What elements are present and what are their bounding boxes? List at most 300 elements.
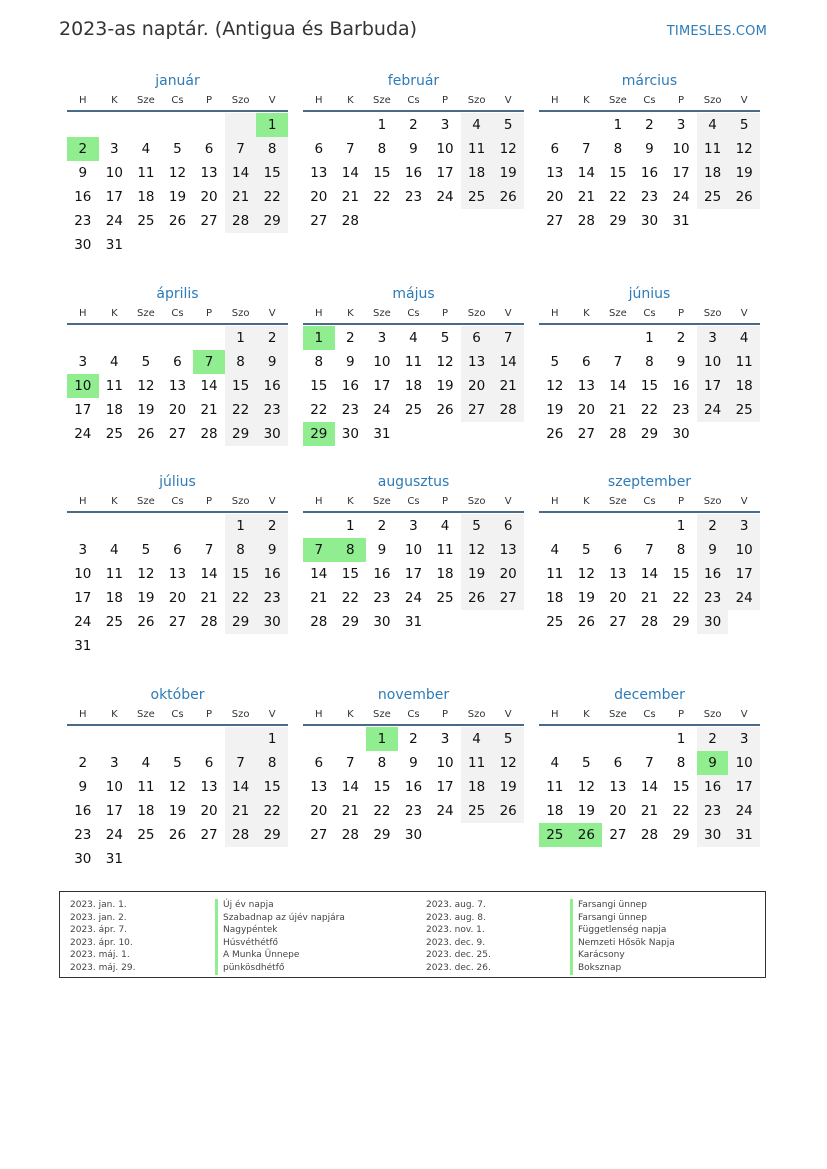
day-cell: 2 [78, 755, 88, 771]
legend-holiday-name: Farsangi ünnep [570, 899, 675, 912]
brand-link[interactable]: TIMESLES.COM [666, 24, 767, 39]
legend-dates-left [70, 899, 135, 975]
day-cell: 10 [672, 141, 690, 157]
holiday-day-cell: 1 [256, 113, 288, 137]
day-cell: 23 [697, 586, 729, 610]
empty-cell [602, 514, 634, 538]
weekday-label: Szo [703, 308, 722, 319]
weekday-label: Szo [703, 709, 722, 720]
day-cell: 7 [645, 755, 654, 771]
empty-cell [130, 113, 162, 137]
day-cell: 24 [728, 586, 760, 610]
day-cell: 28 [200, 614, 218, 630]
day-cell: 29 [672, 827, 690, 843]
day-cell: 6 [582, 354, 591, 370]
day-cell: 31 [105, 237, 123, 253]
weekday-label: Cs [171, 95, 184, 106]
empty-cell [162, 326, 194, 350]
weekday-label: P [206, 95, 213, 106]
day-cell: 30 [74, 851, 92, 867]
weekday-label: Sze [137, 709, 155, 720]
month-name: február [387, 73, 440, 89]
month-block [303, 285, 524, 446]
empty-cell [67, 326, 99, 350]
weekday-label: Sze [609, 308, 627, 319]
day-cell: 5 [141, 542, 151, 558]
empty-cell [539, 113, 571, 137]
day-grid [539, 112, 760, 233]
day-cell: 11 [137, 779, 155, 795]
day-cell: 17 [728, 775, 760, 799]
day-cell: 30 [341, 426, 359, 442]
weekday-label: H [551, 496, 559, 507]
day-cell: 6 [204, 755, 214, 771]
day-cell: 25 [105, 426, 123, 442]
day-cell: 11 [436, 542, 454, 558]
day-cell: 4 [440, 518, 450, 534]
day-cell: 12 [168, 165, 187, 181]
day-cell: 1 [346, 518, 355, 534]
day-cell: 8 [377, 141, 387, 157]
day-cell: 30 [256, 610, 288, 634]
day-cell: 17 [74, 402, 92, 418]
empty-cell [539, 514, 571, 538]
day-cell: 6 [461, 326, 493, 350]
day-cell: 12 [577, 566, 595, 582]
day-cell: 10 [697, 350, 729, 374]
day-cell: 14 [492, 350, 524, 374]
weekday-header [539, 495, 760, 513]
weekday-label: Sze [373, 709, 391, 720]
day-cell: 5 [550, 354, 560, 370]
day-cell: 21 [200, 590, 218, 606]
day-cell: 16 [697, 562, 729, 586]
day-cell: 25 [436, 590, 454, 606]
day-grid [539, 726, 760, 847]
day-cell: 4 [141, 141, 151, 157]
weekday-label: Cs [171, 308, 184, 319]
day-cell: 3 [377, 330, 387, 346]
day-cell: 28 [577, 213, 595, 229]
legend-date: 2023. jan. 2. [70, 912, 127, 923]
day-cell: 27 [310, 827, 328, 843]
day-cell: 24 [728, 799, 760, 823]
day-cell: 15 [256, 775, 288, 799]
day-cell: 24 [404, 590, 423, 606]
day-cell: 8 [225, 350, 257, 374]
day-cell: 7 [204, 542, 214, 558]
day-cell: 17 [728, 562, 760, 586]
empty-cell [162, 727, 194, 751]
day-cell: 1 [676, 731, 686, 747]
weekday-label: P [442, 95, 449, 106]
empty-cell [571, 514, 603, 538]
day-cell: 24 [672, 189, 690, 205]
weekday-header [67, 94, 288, 112]
holiday-day-cell: 29 [303, 422, 335, 446]
legend-date: 2023. ápr. 7. [70, 925, 128, 936]
day-cell: 12 [492, 137, 524, 161]
day-cell: 4 [409, 330, 418, 346]
weekday-label: V [268, 709, 276, 720]
day-cell: 27 [310, 213, 328, 229]
month-block [303, 72, 524, 233]
legend-date: 2023. dec. 9. [426, 937, 486, 948]
day-cell: 23 [256, 398, 288, 422]
day-cell: 31 [728, 823, 760, 847]
day-cell: 19 [436, 378, 454, 394]
day-cell: 22 [225, 398, 257, 422]
day-cell: 10 [436, 141, 454, 157]
weekday-label: H [79, 95, 87, 106]
day-cell: 24 [105, 827, 123, 843]
day-cell: 27 [200, 827, 218, 843]
day-cell: 24 [105, 213, 123, 229]
empty-cell [303, 727, 335, 751]
month-name: január [155, 73, 200, 89]
day-cell: 22 [373, 189, 391, 205]
day-cell: 28 [310, 614, 328, 630]
day-cell: 30 [697, 610, 729, 634]
weekday-label: Szo [467, 709, 486, 720]
day-cell: 5 [461, 514, 493, 538]
day-cell: 9 [645, 141, 654, 157]
day-cell: 5 [492, 727, 524, 751]
day-cell: 3 [110, 755, 119, 771]
weekday-label: Sze [137, 95, 155, 106]
day-cell: 19 [137, 590, 155, 606]
day-cell: 22 [256, 799, 288, 823]
day-cell: 16 [256, 374, 288, 398]
day-cell: 30 [697, 823, 729, 847]
day-cell: 8 [676, 542, 686, 558]
day-cell: 23 [640, 189, 659, 205]
day-cell: 28 [640, 614, 659, 630]
legend-date: 2023. aug. 7. [426, 900, 486, 910]
empty-cell [130, 514, 162, 538]
day-cell: 6 [492, 514, 524, 538]
day-cell: 6 [613, 755, 623, 771]
day-cell: 29 [373, 827, 391, 843]
weekday-label: V [504, 709, 512, 720]
day-grid [67, 112, 288, 257]
day-cell: 21 [341, 189, 359, 205]
day-cell: 31 [373, 426, 391, 442]
day-cell: 4 [110, 354, 119, 370]
day-cell: 1 [645, 330, 654, 346]
day-cell: 13 [609, 566, 627, 582]
day-cell: 29 [225, 610, 257, 634]
holiday-day-cell: 1 [366, 727, 398, 751]
weekday-label: K [111, 308, 118, 319]
day-cell: 30 [672, 426, 690, 442]
day-grid [539, 513, 760, 634]
day-cell: 20 [492, 562, 524, 586]
legend-names-right [570, 899, 675, 975]
day-cell: 13 [310, 165, 328, 181]
day-cell: 22 [341, 590, 359, 606]
weekday-label: K [347, 709, 354, 720]
weekday-label: Szo [231, 95, 250, 106]
empty-cell [99, 727, 131, 751]
day-cell: 14 [225, 775, 257, 799]
day-cell: 30 [404, 827, 423, 843]
day-cell: 11 [461, 751, 493, 775]
weekday-label: P [678, 308, 685, 319]
day-cell: 5 [141, 354, 151, 370]
day-cell: 24 [74, 614, 92, 630]
empty-cell [193, 113, 225, 137]
day-cell: 1 [613, 117, 623, 133]
empty-cell [335, 113, 367, 137]
weekday-label: K [111, 496, 118, 507]
day-cell: 29 [672, 614, 690, 630]
day-cell: 27 [609, 614, 627, 630]
day-cell: 21 [609, 402, 627, 418]
day-cell: 19 [461, 562, 493, 586]
day-cell: 12 [546, 378, 564, 394]
day-cell: 26 [168, 213, 187, 229]
day-cell: 6 [173, 542, 182, 558]
day-cell: 29 [256, 209, 288, 233]
day-cell: 3 [440, 731, 450, 747]
weekday-label: Szo [467, 308, 486, 319]
day-cell: 14 [640, 566, 659, 582]
month-name: október [150, 687, 205, 703]
day-cell: 14 [200, 566, 218, 582]
weekday-label: P [442, 308, 449, 319]
weekday-label: Sze [373, 308, 391, 319]
weekday-label: Cs [171, 496, 184, 507]
day-cell: 24 [436, 803, 454, 819]
day-cell: 15 [672, 566, 690, 582]
day-cell: 13 [461, 350, 493, 374]
holiday-day-cell: 2 [67, 137, 99, 161]
day-cell: 1 [225, 514, 257, 538]
weekday-header [539, 708, 760, 726]
day-cell: 10 [728, 538, 760, 562]
day-cell: 21 [640, 803, 659, 819]
day-cell: 14 [609, 378, 627, 394]
legend-holiday-name: Húsvéthétfő [215, 937, 345, 950]
day-cell: 24 [373, 402, 391, 418]
day-cell: 8 [256, 751, 288, 775]
day-cell: 2 [409, 731, 418, 747]
day-cell: 18 [105, 590, 123, 606]
day-cell: 16 [404, 165, 423, 181]
day-cell: 28 [609, 426, 627, 442]
day-grid [67, 325, 288, 446]
day-cell: 14 [225, 161, 257, 185]
day-cell: 27 [200, 213, 218, 229]
legend-holiday-name: Nagypéntek [215, 924, 345, 937]
day-cell: 11 [728, 350, 760, 374]
day-cell: 7 [225, 137, 257, 161]
month-block [539, 473, 760, 634]
weekday-label: Sze [609, 496, 627, 507]
weekday-label: Sze [609, 95, 627, 106]
weekday-label: Szo [231, 496, 250, 507]
weekday-label: K [347, 95, 354, 106]
weekday-label: K [347, 496, 354, 507]
day-cell: 14 [341, 165, 359, 181]
day-cell: 3 [728, 514, 760, 538]
month-block [67, 285, 288, 446]
weekday-label: V [740, 709, 748, 720]
day-cell: 17 [436, 779, 454, 795]
day-cell: 23 [697, 799, 729, 823]
day-cell: 30 [74, 237, 92, 253]
weekday-header [303, 94, 524, 112]
day-cell: 20 [310, 803, 328, 819]
weekday-label: H [79, 308, 87, 319]
weekday-label: Szo [467, 496, 486, 507]
day-cell: 18 [137, 803, 155, 819]
month-block [67, 72, 288, 257]
legend-dates-right [426, 899, 491, 975]
month-name: április [156, 286, 199, 302]
day-cell: 13 [609, 779, 627, 795]
weekday-label: V [740, 496, 748, 507]
day-cell: 18 [546, 803, 564, 819]
weekday-label: P [206, 308, 213, 319]
day-grid [67, 726, 288, 871]
weekday-header [67, 495, 288, 513]
day-cell: 26 [137, 426, 155, 442]
day-cell: 9 [697, 538, 729, 562]
day-cell: 11 [697, 137, 729, 161]
empty-cell [193, 514, 225, 538]
legend-holiday-name: Függetlenség napja [570, 924, 675, 937]
empty-cell [634, 727, 666, 751]
month-block [303, 473, 524, 634]
empty-cell [130, 326, 162, 350]
weekday-label: Cs [171, 709, 184, 720]
day-cell: 4 [728, 326, 760, 350]
day-cell: 12 [436, 354, 454, 370]
day-cell: 15 [640, 378, 659, 394]
weekday-header [303, 708, 524, 726]
weekday-label: H [551, 95, 559, 106]
empty-cell [67, 514, 99, 538]
day-cell: 28 [341, 213, 359, 229]
holiday-legend [59, 891, 766, 978]
day-cell: 15 [256, 161, 288, 185]
day-cell: 8 [377, 755, 387, 771]
day-cell: 4 [461, 727, 493, 751]
day-cell: 4 [461, 113, 493, 137]
weekday-label: Szo [467, 95, 486, 106]
day-cell: 18 [436, 566, 454, 582]
day-cell: 25 [105, 614, 123, 630]
day-cell: 30 [640, 213, 659, 229]
day-grid [303, 726, 524, 847]
day-cell: 6 [550, 141, 560, 157]
month-name: augusztus [377, 474, 450, 490]
day-grid [67, 513, 288, 658]
day-cell: 9 [377, 542, 387, 558]
day-cell: 18 [697, 161, 729, 185]
day-cell: 19 [492, 161, 524, 185]
day-cell: 21 [225, 185, 257, 209]
day-cell: 25 [697, 185, 729, 209]
day-cell: 26 [137, 614, 155, 630]
day-cell: 25 [728, 398, 760, 422]
weekday-label: K [583, 709, 590, 720]
day-cell: 5 [440, 330, 450, 346]
day-cell: 4 [110, 542, 119, 558]
day-cell: 2 [697, 727, 729, 751]
day-cell: 7 [645, 542, 654, 558]
day-cell: 24 [74, 426, 92, 442]
day-cell: 27 [492, 586, 524, 610]
day-cell: 20 [168, 402, 187, 418]
day-cell: 27 [461, 398, 493, 422]
weekday-label: H [79, 496, 87, 507]
day-cell: 10 [74, 566, 92, 582]
month-block [303, 686, 524, 847]
day-cell: 6 [314, 755, 324, 771]
day-cell: 26 [461, 586, 493, 610]
day-cell: 17 [373, 378, 391, 394]
weekday-label: Cs [407, 709, 420, 720]
empty-cell [571, 727, 603, 751]
day-cell: 1 [256, 727, 288, 751]
legend-holiday-name: A Munka Ünnepe [215, 949, 345, 962]
month-name: június [628, 286, 671, 302]
weekday-label: P [442, 496, 449, 507]
day-cell: 27 [168, 614, 187, 630]
day-cell: 3 [697, 326, 729, 350]
day-cell: 1 [225, 326, 257, 350]
day-cell: 18 [546, 590, 564, 606]
legend-holiday-name: Farsangi ünnep [570, 912, 675, 925]
weekday-label: Cs [643, 95, 656, 106]
legend-holiday-name: Nemzeti Hősök Napja [570, 937, 675, 950]
day-cell: 25 [137, 827, 155, 843]
weekday-header [303, 307, 524, 325]
day-cell: 11 [461, 137, 493, 161]
weekday-label: V [504, 95, 512, 106]
weekday-label: H [315, 308, 323, 319]
day-cell: 3 [409, 518, 418, 534]
day-cell: 17 [672, 165, 690, 181]
weekday-label: Cs [643, 308, 656, 319]
day-cell: 19 [728, 161, 760, 185]
weekday-label: Sze [137, 496, 155, 507]
day-cell: 2 [676, 330, 686, 346]
day-cell: 2 [256, 514, 288, 538]
weekday-label: V [268, 308, 276, 319]
day-cell: 6 [173, 354, 182, 370]
day-cell: 17 [105, 803, 123, 819]
weekday-header [67, 708, 288, 726]
day-cell: 12 [461, 538, 493, 562]
weekday-label: H [551, 709, 559, 720]
day-cell: 9 [78, 779, 88, 795]
day-cell: 10 [105, 165, 123, 181]
day-cell: 8 [676, 755, 686, 771]
weekday-label: Szo [231, 709, 250, 720]
empty-cell [67, 727, 99, 751]
day-cell: 2 [697, 514, 729, 538]
day-cell: 28 [640, 827, 659, 843]
legend-date: 2023. ápr. 10. [70, 937, 133, 948]
day-cell: 5 [728, 113, 760, 137]
day-cell: 17 [404, 566, 423, 582]
holiday-day-cell: 10 [67, 374, 99, 398]
weekday-label: Sze [373, 95, 391, 106]
